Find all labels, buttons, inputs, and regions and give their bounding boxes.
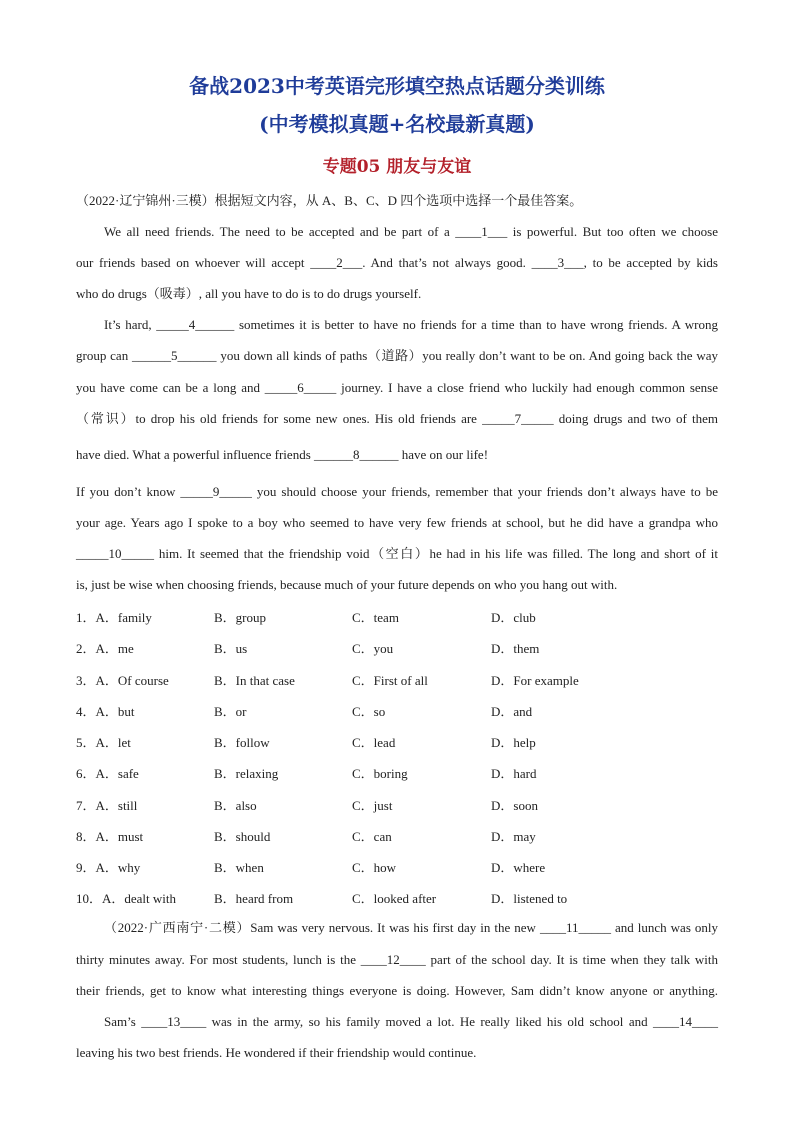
option: C．so	[352, 704, 386, 719]
option: D．soon	[491, 798, 538, 813]
passage1-line: （常识）to drop his old friends for some new ones. His old friends are _____7_____ doing drugs and two of them	[76, 411, 718, 426]
option: 8．A．must	[76, 829, 144, 844]
question-options	[76, 763, 718, 781]
option: D．For example	[491, 673, 579, 688]
passage1-line: is, just be wise when choosing friends, because much of your future depends on who you hang out with.	[76, 577, 618, 592]
question-options	[76, 857, 718, 875]
option: C．team	[352, 610, 399, 625]
question-options	[76, 638, 718, 656]
document-title: 备战2023中考英语完形填空热点话题分类训练	[189, 74, 605, 98]
passage1-line: have died. What a powerful influence friends ______8______ have on our life!	[76, 447, 489, 462]
option: 3．A．Of course	[76, 673, 169, 688]
option: B．In that case	[214, 673, 295, 688]
option: B．or	[214, 704, 247, 719]
question-options	[76, 888, 718, 906]
question-options	[76, 670, 718, 688]
option: D．may	[491, 829, 536, 844]
question-options	[76, 701, 718, 719]
option: D．help	[491, 735, 536, 750]
option: 10．A．dealt with	[76, 891, 177, 906]
option: B．relaxing	[214, 766, 279, 781]
option: D．hard	[491, 766, 537, 781]
option: C．how	[352, 860, 397, 875]
option: C．lead	[352, 735, 396, 750]
passage1-line: group can ______5______ you down all kinds of paths（道路）you really don’t want to be on. And going back the way	[76, 348, 718, 363]
option: D．club	[491, 610, 536, 625]
option: B．also	[214, 798, 257, 813]
document-subtitle: (中考模拟真题+名校最新真题)	[259, 112, 535, 136]
topic-heading: 专题05 朋友与友谊	[322, 157, 472, 177]
passage1-line: our friends based on whoever will accept ____2___. And that’s not always good. ____3___, to be accepted by kids	[76, 255, 718, 270]
option: B．heard from	[214, 891, 294, 906]
option: C．just	[352, 798, 393, 813]
option: C．boring	[352, 766, 408, 781]
option: C．First of all	[352, 673, 428, 688]
passage2-line: their friends, get to know what interesting things everyone is doing. However, Sam didn’t know anyone or anything.	[76, 983, 718, 998]
passage1-line: you have come can be a long and _____6_____ journey. I have a close friend who luckily had enough common sense	[76, 380, 718, 395]
option: 9．A．why	[76, 860, 141, 875]
option: D．and	[491, 704, 533, 719]
passage2-line: （2022·广西南宁·二模）Sam was very nervous. It was his first day in the new ____11_____ and lunch was only	[104, 920, 718, 935]
option: D．where	[491, 860, 546, 875]
option: 6．A．safe	[76, 766, 139, 781]
option: B．us	[214, 641, 248, 656]
option: 4．A．but	[76, 704, 135, 719]
passage2-line: leaving his two best friends. He wondered if their friendship would continue.	[76, 1045, 477, 1060]
question-options	[76, 607, 718, 625]
option: 5．A．let	[76, 735, 131, 750]
option: C．you	[352, 641, 394, 656]
passage1-instructions: （2022·辽宁锦州·三模）根据短文内容，从 A、B、C、D 四个选项中选择一个最佳答案。	[76, 193, 583, 208]
option: C．can	[352, 829, 392, 844]
question-options	[76, 795, 718, 813]
option: B．follow	[214, 735, 270, 750]
option: D．them	[491, 641, 540, 656]
passage2-line: thirty minutes away. For most students, lunch is the ____12____ part of the school day. It is time when they talk with	[76, 952, 718, 967]
option: B．group	[214, 610, 267, 625]
passage1-line: _____10_____ him. It seemed that the friendship void（空白）he had in his life was filled. The long and short of it	[76, 546, 718, 561]
option: D．listened to	[491, 891, 568, 906]
option: 2．A．me	[76, 641, 134, 656]
passage1-line: We all need friends. The need to be accepted and be part of a ____1___ is powerful. But too often we choose	[104, 224, 718, 239]
passage2-line: Sam’s ____13____ was in the army, so his family moved a lot. He really liked his old school and ____14____	[104, 1014, 718, 1029]
option: C．looked after	[352, 891, 437, 906]
option: 1．A．family	[76, 610, 152, 625]
question-options	[76, 826, 718, 844]
passage1-line: your age. Years ago I spoke to a boy who seemed to have very few friends at school, but he did have a grandpa who	[76, 515, 718, 530]
option: 7．A．still	[76, 798, 138, 813]
passage1-line: If you don’t know _____9_____ you should choose your friends, remember that your friends don’t always have to be	[76, 484, 718, 499]
passage1-line: It’s hard, _____4______ sometimes it is better to have no friends for a time than to have wrong friends. A wrong	[104, 317, 718, 332]
option: B．should	[214, 829, 271, 844]
question-options	[76, 732, 718, 750]
passage1-line: who do drugs（吸毒）, all you have to do is to do drugs yourself.	[76, 286, 422, 301]
option: B．when	[214, 860, 264, 875]
